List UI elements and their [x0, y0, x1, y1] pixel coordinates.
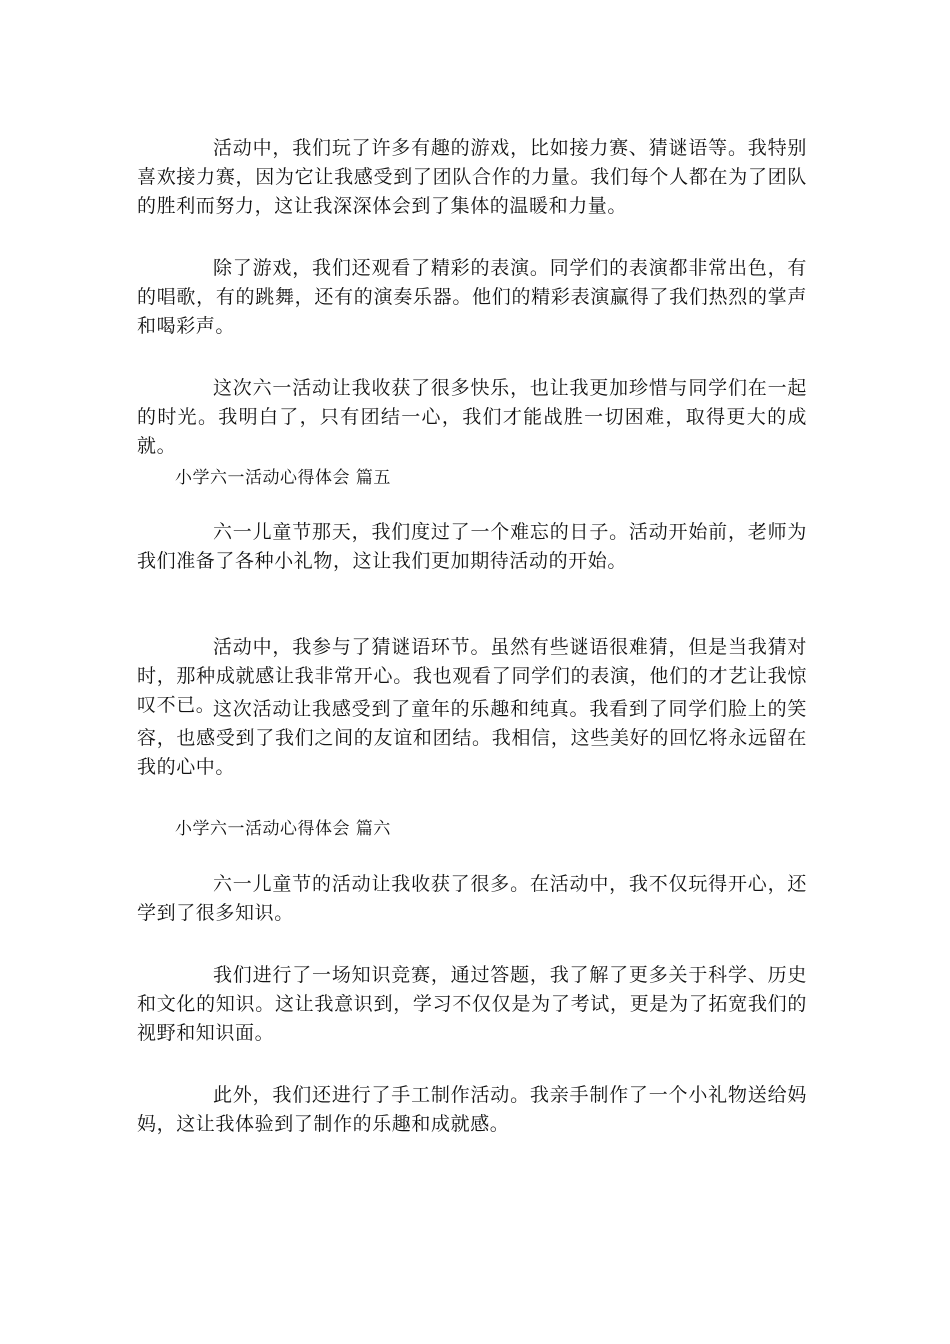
paragraph-harvest: 这次六一活动让我收获了很多快乐，也让我更加珍惜与同学们在一起的时光。我明白了，只有团结一心，我们才能战胜一切困难，取得更大的成就。	[137, 377, 807, 457]
paragraph-quiz: 我们进行了一场知识竞赛，通过答题，我了解了更多关于科学、历史和文化的知识。这让我意识到，学习不仅仅是为了考试，更是为了拓宽我们的视野和知识面。	[137, 964, 807, 1044]
paragraph-handcraft: 此外，我们还进行了手工制作活动。我亲手制作了一个小礼物送给妈妈，这让我体验到了制作的乐趣和成就感。	[137, 1084, 807, 1135]
section-heading-part-5: 小学六一活动心得体会 篇五	[175, 468, 391, 488]
paragraph-knowledge: 六一儿童节的活动让我收获了很多。在活动中，我不仅玩得开心，还学到了很多知识。	[137, 873, 807, 924]
section-heading-part-6: 小学六一活动心得体会 篇六	[175, 819, 391, 839]
paragraph-performances: 除了游戏，我们还观看了精彩的表演。同学们的表演都非常出色，有的唱歌，有的跳舞，还有的演奏乐器。他们的精彩表演赢得了我们热烈的掌声和喝彩声。	[137, 257, 807, 337]
paragraph-relay-race: 活动中，我们玩了许多有趣的游戏，比如接力赛、猜谜语等。我特别喜欢接力赛，因为它让我感受到了团队合作的力量。我们每个人都在为了团队的胜利而努力，这让我深深体会到了集体的温暖和力量。	[137, 137, 807, 217]
paragraph-riddles: 活动中，我参与了猜谜语环节。虽然有些谜语很难猜，但是当我猜对时，那种成就感让我非常开心。我也观看了同学们的表演，他们的才艺让我惊叹不已。	[137, 636, 807, 716]
paragraph-childhood: 这次活动让我感受到了童年的乐趣和纯真。我看到了同学们脸上的笑容，也感受到了我们之间的友谊和团结。我相信，这些美好的回忆将永远留在我的心中。	[137, 698, 807, 778]
paragraph-gifts: 六一儿童节那天，我们度过了一个难忘的日子。活动开始前，老师为我们准备了各种小礼物，这让我们更加期待活动的开始。	[137, 521, 807, 572]
